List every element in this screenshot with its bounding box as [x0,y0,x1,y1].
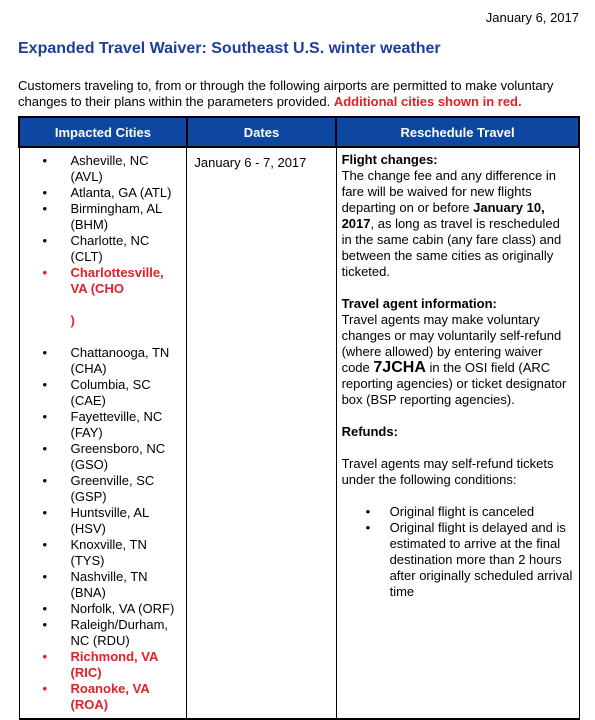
refund-condition: • Original flight is canceled [362,504,574,520]
waiver-code: 7JCHA [373,359,426,376]
flight-changes-post: , as long as travel is rescheduled in the same cabin (any fare class) and between the same cities as originally ticketed. [341,216,562,279]
city-item: • Norfolk, VA (ORF) [41,601,182,617]
intro-text: Customers traveling to, from or through the following airports are permitted to make voluntary changes to their plans within the parameters provided. [18,78,554,109]
table-row [19,147,579,719]
intro-paragraph [18,78,578,110]
city-item: • Nashville, TN (BNA) [41,569,182,601]
reschedule-cell [336,147,579,719]
column-header-cities: Impacted Cities [19,117,187,147]
added-city-item: • Roanoke, VA (ROA) [41,681,182,713]
table-header-row [19,117,579,147]
city-item: • Asheville, NC (AVL) [41,153,182,185]
dates-value: January 6 - 7, 2017 [194,155,307,170]
refund-conditions-list [342,504,574,600]
column-header-dates: Dates [187,117,336,147]
page-title: Expanded Travel Waiver: Southeast U.S. winter weather [18,40,441,57]
city-item: • Charlotte, NC (CLT) [41,233,182,265]
added-city-item: • Richmond, VA (RIC) [41,649,182,681]
city-item: • Huntsville, AL (HSV) [41,505,182,537]
cities-cell [19,147,187,719]
agent-pre: Travel agents may make voluntary changes or may voluntarily self-refund (where allowed) by entering waiver code [341,312,562,375]
refunds-heading: Refunds: [341,424,398,439]
dates-cell [187,147,336,719]
city-item: • Columbia, SC (CAE) [41,377,182,409]
city-item: • Raleigh/Durham, NC (RDU) [41,617,182,649]
waiver-table [18,116,580,720]
refund-condition: • Original flight is delayed and is estimated to arrive at the final destination more than 2 hours after originally scheduled arrival time [362,520,574,600]
reschedule-content [338,149,578,604]
city-list [21,149,186,717]
city-item: • Knoxville, TN (TYS) [41,537,182,569]
added-city-item: • Charlottesville, VA (CHO ) [41,265,182,345]
flight-changes-date: January 10, 2017 [341,200,545,231]
city-item: • Chattanooga, TN (CHA) [41,345,182,377]
intro-red-note: Additional cities shown in red. [333,94,522,109]
flight-changes-heading: Flight changes: [341,152,438,167]
city-item: • Greenville, SC (GSP) [41,473,182,505]
city-item: • Atlanta, GA (ATL) [41,185,182,201]
city-item: • Fayetteville, NC (FAY) [41,409,182,441]
refunds-text: Travel agents may self-refund tickets under the following conditions: [341,456,554,487]
agent-text [342,312,574,408]
document-date: January 6, 2017 [485,10,579,25]
flight-changes-text [342,168,574,280]
agent-post: in the OSI field (ARC reporting agencies) or ticket designator box (BSP reporting agencies). [341,360,567,407]
agent-heading: Travel agent information: [341,296,497,311]
column-header-reschedule: Reschedule Travel [336,117,579,147]
city-item: • Greensboro, NC (GSO) [41,441,182,473]
city-item: • Birmingham, AL (BHM) [41,201,182,233]
flight-changes-pre: The change fee and any difference in fare will be waived for new flights departing on or before [341,168,556,215]
